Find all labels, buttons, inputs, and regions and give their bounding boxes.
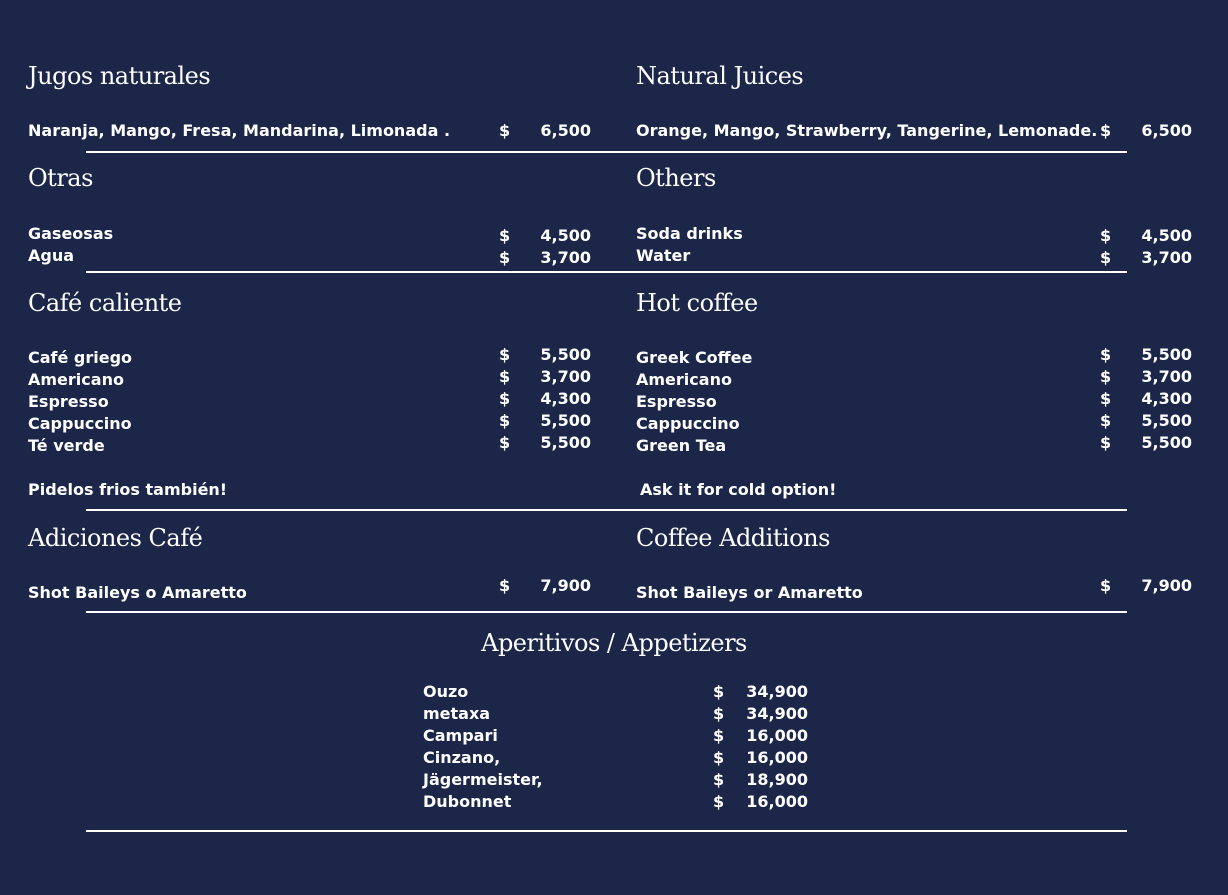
menu-item-price: 4,500 [1141, 226, 1192, 245]
currency-symbol: $ [713, 770, 725, 789]
currency-symbol: $ [713, 748, 725, 767]
menu-item-price: 6,500 [540, 121, 591, 140]
currency-symbol: $ [1100, 367, 1112, 386]
currency-symbol: $ [1100, 226, 1112, 245]
currency-symbol: $ [499, 433, 511, 452]
menu-item-price: 4,300 [540, 389, 591, 408]
currency-symbol: $ [499, 121, 511, 140]
section-title-natural-juices: Natural Juices [636, 62, 804, 90]
menu-item-price: 18,900 [746, 770, 808, 789]
divider [86, 830, 1127, 832]
menu-item-name: Orange, Mango, Strawberry, Tangerine, Lemonade. [636, 121, 1098, 140]
currency-symbol: $ [1100, 389, 1112, 408]
currency-symbol: $ [499, 576, 511, 595]
menu-item-name: Americano [28, 370, 124, 389]
currency-symbol: $ [499, 226, 511, 245]
menu-item-name: Espresso [28, 392, 109, 411]
currency-symbol: $ [1100, 248, 1112, 267]
section-title-hot-coffee: Hot coffee [636, 289, 758, 317]
menu-item-price: 3,700 [540, 248, 591, 267]
currency-symbol: $ [499, 345, 511, 364]
menu-item-price: 16,000 [746, 792, 808, 811]
menu-item-price: 3,700 [1141, 248, 1192, 267]
section-title-appetizers: Aperitivos / Appetizers [481, 629, 747, 657]
currency-symbol: $ [499, 389, 511, 408]
menu-item-price: 6,500 [1141, 121, 1192, 140]
menu-item-price: 34,900 [746, 704, 808, 723]
section-title-others: Others [636, 164, 716, 192]
section-title-adiciones-cafe: Adiciones Café [28, 524, 203, 552]
menu-item-name: Ouzo [423, 682, 469, 701]
menu-item-price: 16,000 [746, 748, 808, 767]
currency-symbol: $ [713, 726, 725, 745]
divider [86, 151, 1127, 153]
currency-symbol: $ [499, 411, 511, 430]
currency-symbol: $ [1100, 433, 1112, 452]
section-title-cafe-caliente: Café caliente [28, 289, 182, 317]
menu-item-name: Cappuccino [28, 414, 132, 433]
currency-symbol: $ [1100, 411, 1112, 430]
menu-item-name: Dubonnet [423, 792, 512, 811]
currency-symbol: $ [713, 682, 725, 701]
menu-item-price: 3,700 [540, 367, 591, 386]
menu-item-name: Green Tea [636, 436, 727, 455]
section-title-otras: Otras [28, 164, 93, 192]
menu-item-price: 5,500 [1141, 433, 1192, 452]
menu-item-name: Café griego [28, 348, 133, 367]
currency-symbol: $ [499, 367, 511, 386]
menu-item-name: Cappuccino [636, 414, 740, 433]
divider [86, 509, 1127, 511]
menu-item-name: Shot Baileys o Amaretto [28, 583, 247, 602]
menu-item-name: Soda drinks [636, 224, 743, 243]
menu-item-name: Jägermeister, [423, 770, 543, 789]
menu-item-price: 7,900 [540, 576, 591, 595]
divider [86, 271, 1127, 273]
currency-symbol: $ [1100, 345, 1112, 364]
menu-item-name: Agua [28, 246, 75, 265]
cold-option-note: Pidelos frios también! [28, 480, 228, 499]
menu-item-name: Greek Coffee [636, 348, 753, 367]
menu-item-name: Campari [423, 726, 498, 745]
menu-item-name: Té verde [28, 436, 105, 455]
menu-item-price: 7,900 [1141, 576, 1192, 595]
menu-item-name: Cinzano, [423, 748, 501, 767]
menu-item-price: 5,500 [1141, 345, 1192, 364]
menu-item-price: 4,300 [1141, 389, 1192, 408]
currency-symbol: $ [713, 704, 725, 723]
menu-item-price: 3,700 [1141, 367, 1192, 386]
currency-symbol: $ [1100, 576, 1112, 595]
menu-item-price: 16,000 [746, 726, 808, 745]
menu-item-name: Americano [636, 370, 732, 389]
menu-item-name: Shot Baileys or Amaretto [636, 583, 863, 602]
menu-item-name: Gaseosas [28, 224, 114, 243]
menu-item-price: 4,500 [540, 226, 591, 245]
divider [86, 611, 1127, 613]
section-title-coffee-additions: Coffee Additions [636, 524, 830, 552]
currency-symbol: $ [1100, 121, 1112, 140]
menu-item-price: 34,900 [746, 682, 808, 701]
section-title-jugos: Jugos naturales [28, 62, 211, 90]
currency-symbol: $ [499, 248, 511, 267]
menu-item-price: 5,500 [540, 411, 591, 430]
menu-item-name: Espresso [636, 392, 717, 411]
menu-item-price: 5,500 [1141, 411, 1192, 430]
menu-item-price: 5,500 [540, 345, 591, 364]
currency-symbol: $ [713, 792, 725, 811]
menu-item-price: 5,500 [540, 433, 591, 452]
cold-option-note: Ask it for cold option! [640, 480, 837, 499]
menu-item-name: Naranja, Mango, Fresa, Mandarina, Limonada . [28, 121, 451, 140]
menu-item-name: metaxa [423, 704, 491, 723]
menu-item-name: Water [636, 246, 691, 265]
